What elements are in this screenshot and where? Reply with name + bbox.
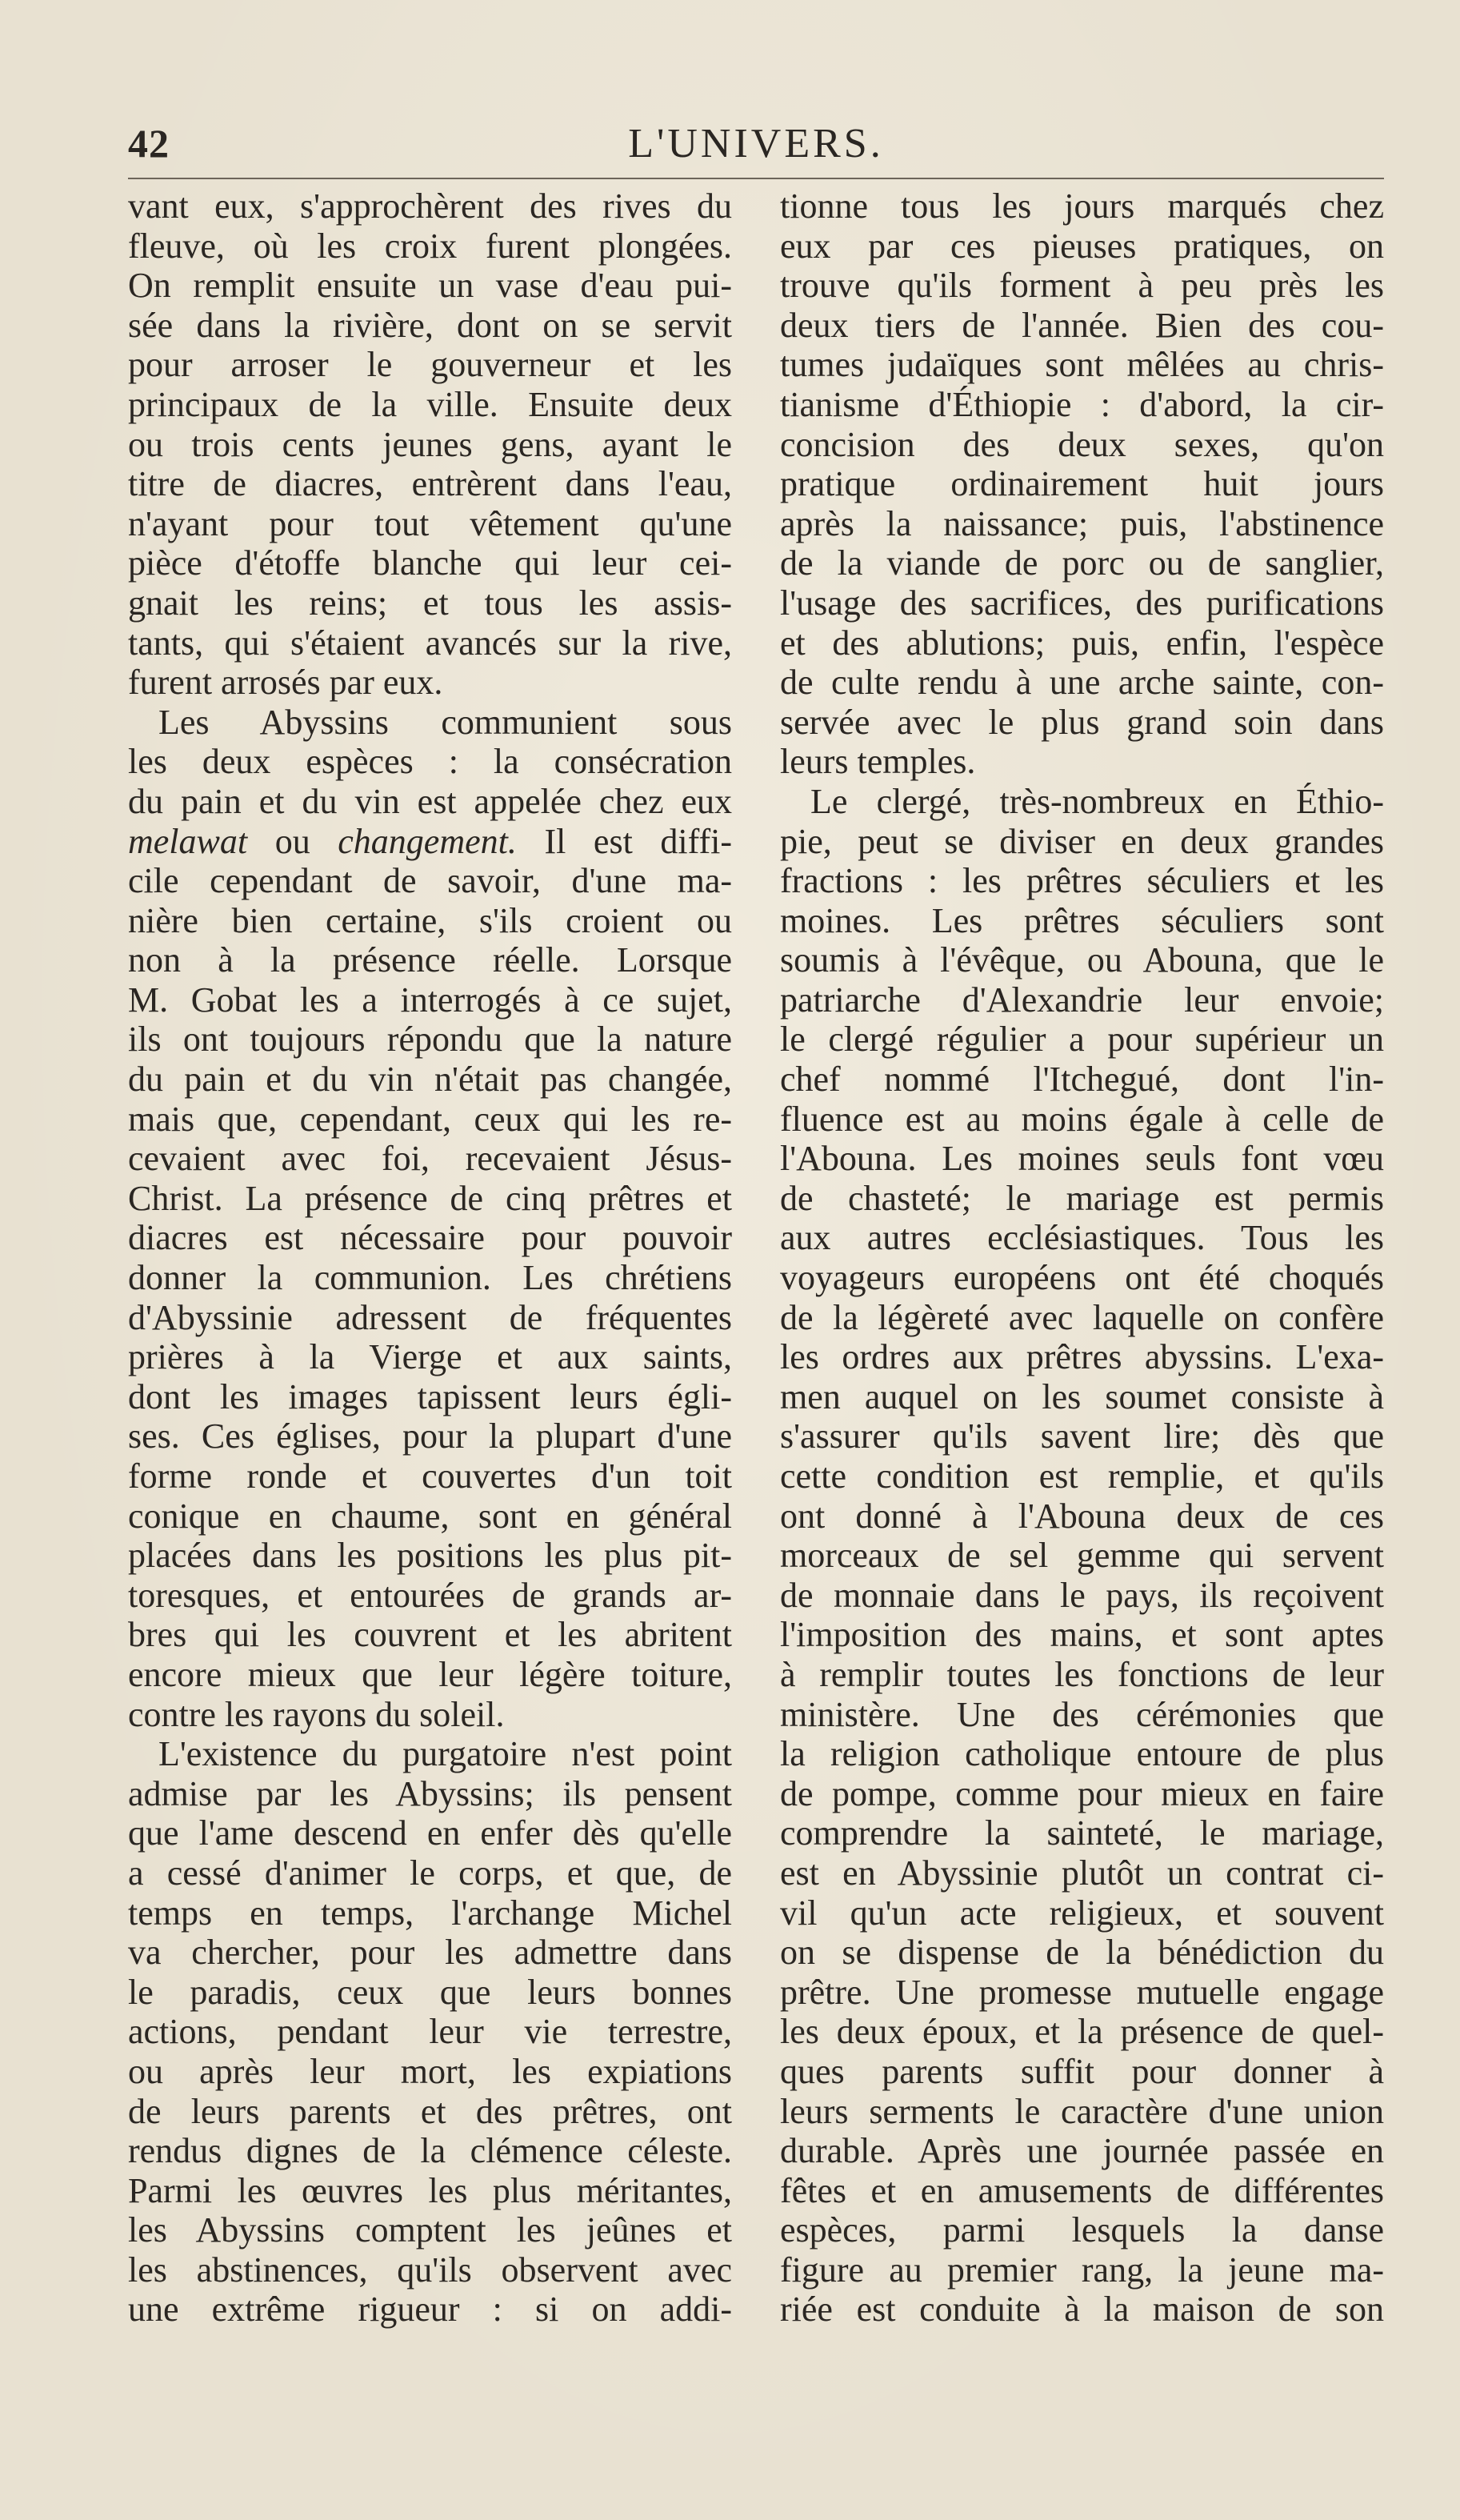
- text-line: de chasteté; le mariage est permis: [780, 1178, 1384, 1218]
- text-line: le clergé régulier a pour supérieur un: [780, 1020, 1384, 1060]
- text-line: figure au premier rang, la jeune ma-: [780, 2250, 1384, 2290]
- text-line: eux par ces pieuses pratiques, on: [780, 226, 1384, 266]
- text-line: tianisme d'Éthiopie : d'abord, la cir-: [780, 384, 1384, 424]
- text-line: principaux de la ville. Ensuite deux: [128, 384, 732, 424]
- text-line: de culte rendu à une arche sainte, con-: [780, 663, 1384, 703]
- text-line: L'existence du purgatoire n'est point: [158, 1734, 732, 1774]
- text-line: temps en temps, l'archange Michel: [128, 1893, 732, 1933]
- text-line: le paradis, ceux que leurs bonnes: [128, 1972, 732, 2012]
- running-title: L'UNIVERS.: [628, 121, 884, 166]
- text-line: forme ronde et couvertes d'un toit: [128, 1456, 732, 1496]
- text-line: leurs serments le caractère d'une union: [780, 2091, 1384, 2131]
- text-line: pie, peut se diviser en deux grandes: [780, 821, 1384, 861]
- text-line: une extrême rigueur : si on addi-: [128, 2290, 732, 2330]
- page-number: 42: [128, 121, 170, 166]
- text-line: conique en chaume, sont en général: [128, 1496, 732, 1536]
- text-line: patriarche d'Alexandrie leur envoie;: [780, 980, 1384, 1020]
- text-line: morceaux de sel gemme qui servent: [780, 1536, 1384, 1576]
- text-segment: ou: [247, 821, 338, 861]
- text-line: les deux époux, et la présence de quel-: [780, 2012, 1384, 2052]
- text-line: toresques, et entourées de grands ar-: [128, 1575, 732, 1615]
- text-line: que l'ame descend en enfer dès qu'elle: [128, 1813, 732, 1853]
- text-line: est en Abyssinie plutôt un contrat ci-: [780, 1853, 1384, 1893]
- text-line: leurs temples.: [780, 742, 976, 782]
- text-line: de la viande de porc ou de sanglier,: [780, 543, 1384, 583]
- text-line: fluence est au moins égale à celle de: [780, 1099, 1384, 1139]
- text-line: concision des deux sexes, qu'on: [780, 424, 1384, 464]
- text-line: non à la présence réelle. Lorsque: [128, 940, 732, 980]
- text-line: comprendre la sainteté, le mariage,: [780, 1813, 1384, 1853]
- text-line: tumes judaïques sont mêlées au chris-: [780, 345, 1384, 385]
- right-text-column: [780, 186, 1384, 2330]
- text-line: tionne tous les jours marqués chez: [780, 186, 1384, 226]
- text-line: de leurs parents et des prêtres, ont: [128, 2091, 732, 2131]
- text-line: d'Abyssinie adressent de fréquentes: [128, 1297, 732, 1337]
- text-line: l'usage des sacrifices, des purifications: [780, 583, 1384, 623]
- text-line: de pompe, comme pour mieux en faire: [780, 1773, 1384, 1813]
- text-line: chef nommé l'Itchegué, dont l'in-: [780, 1060, 1384, 1100]
- text-line: du pain et du vin est appelée chez eux: [128, 781, 732, 821]
- text-line: vil qu'un acte religieux, et souvent: [780, 1893, 1384, 1933]
- text-line: n'ayant pour tout vêtement qu'une: [128, 503, 732, 543]
- text-line: tants, qui s'étaient avancés sur la rive,: [128, 623, 732, 663]
- text-line: ou après leur mort, les expiations: [128, 2051, 732, 2091]
- text-line: espèces, parmi lesquels la danse: [780, 2210, 1384, 2250]
- italic-term: changement.: [338, 821, 517, 861]
- text-line: l'Abouna. Les moines seuls font vœu: [780, 1139, 1384, 1179]
- italic-term: melawat: [128, 821, 248, 861]
- text-line: Le clergé, très-nombreux en Éthio-: [810, 781, 1384, 821]
- text-line: contre les rayons du soleil.: [128, 1694, 505, 1734]
- text-line: Christ. La présence de cinq prêtres et: [128, 1178, 732, 1218]
- page-header: [128, 120, 1384, 176]
- text-line: encore mieux que leur légère toiture,: [128, 1654, 732, 1694]
- text-line: placées dans les positions les plus pit-: [128, 1536, 732, 1576]
- text-line: ministère. Une des cérémonies que: [780, 1694, 1384, 1734]
- text-line: ou trois cents jeunes gens, ayant le: [128, 424, 732, 464]
- text-line: pour arroser le gouverneur et les: [128, 345, 732, 385]
- text-line: on se dispense de la bénédiction du: [780, 1933, 1384, 1973]
- text-line: dont les images tapissent leurs égli-: [128, 1376, 732, 1416]
- text-line: [128, 822, 732, 862]
- text-line: cette condition est remplie, et qu'ils: [780, 1456, 1384, 1496]
- text-line: rendus dignes de la clémence céleste.: [128, 2131, 732, 2171]
- text-line: prêtre. Une promesse mutuelle engage: [780, 1972, 1384, 2012]
- text-line: prières à la Vierge et aux saints,: [128, 1337, 732, 1377]
- text-line: la religion catholique entoure de plus: [780, 1734, 1384, 1774]
- text-line: ques parents suffit pour donner à: [780, 2051, 1384, 2091]
- text-line: mais que, cependant, ceux qui les re-: [128, 1099, 732, 1139]
- text-line: fractions : les prêtres séculiers et les: [780, 861, 1384, 901]
- text-line: les deux espèces : la consécration: [128, 742, 732, 782]
- text-line: Parmi les œuvres les plus méritantes,: [128, 2170, 732, 2210]
- text-line: titre de diacres, entrèrent dans l'eau,: [128, 464, 732, 504]
- text-line: servée avec le plus grand soin dans: [780, 702, 1384, 742]
- text-line: fleuve, où les croix furent plongées.: [128, 226, 732, 266]
- text-line: trouve qu'ils forment à peu près les: [780, 266, 1384, 306]
- text-line: M. Gobat les a interrogés à ce sujet,: [128, 980, 732, 1020]
- text-line: gnait les reins; et tous les assis-: [128, 583, 732, 623]
- text-line: furent arrosés par eux.: [128, 663, 443, 703]
- text-line: soumis à l'évêque, ou Abouna, que le: [780, 940, 1384, 980]
- text-line: cile cependant de savoir, d'une ma-: [128, 861, 732, 901]
- text-line: diacres est nécessaire pour pouvoir: [128, 1218, 732, 1258]
- text-line: pratique ordinairement huit jours: [780, 464, 1384, 504]
- text-line: et des ablutions; puis, enfin, l'espèce: [780, 623, 1384, 663]
- text-line: voyageurs européens ont été choqués: [780, 1258, 1384, 1298]
- text-line: cevaient avec foi, recevaient Jésus-: [128, 1139, 732, 1179]
- text-line: vant eux, s'approchèrent des rives du: [128, 186, 732, 226]
- text-line: l'imposition des mains, et sont aptes: [780, 1615, 1384, 1655]
- text-line: va chercher, pour les admettre dans: [128, 1933, 732, 1973]
- text-line: ont donné à l'Abouna deux de ces: [780, 1496, 1384, 1536]
- text-line: de la légèreté avec laquelle on confère: [780, 1297, 1384, 1337]
- text-line: a cessé d'animer le corps, et que, de: [128, 1853, 732, 1893]
- text-line: On remplit ensuite un vase d'eau pui-: [128, 266, 732, 306]
- text-line: du pain et du vin n'était pas changée,: [128, 1060, 732, 1100]
- text-line: nière bien certaine, s'ils croient ou: [128, 900, 732, 940]
- text-line: donner la communion. Les chrétiens: [128, 1258, 732, 1298]
- text-line: s'assurer qu'ils savent lire; dès que: [780, 1416, 1384, 1456]
- text-line: pièce d'étoffe blanche qui leur cei-: [128, 543, 732, 583]
- text-line: men auquel on les soumet consiste à: [780, 1376, 1384, 1416]
- text-segment: Il est diffi-: [516, 821, 732, 861]
- text-line: admise par les Abyssins; ils pensent: [128, 1773, 732, 1813]
- text-line: aux autres ecclésiastiques. Tous les: [780, 1218, 1384, 1258]
- header-rule: [128, 178, 1384, 179]
- text-line: de monnaie dans le pays, ils reçoivent: [780, 1575, 1384, 1615]
- text-line: fêtes et en amusements de différentes: [780, 2170, 1384, 2210]
- text-line: les ordres aux prêtres abyssins. L'exa-: [780, 1337, 1384, 1377]
- text-line: après la naissance; puis, l'abstinence: [780, 503, 1384, 543]
- text-line: sée dans la rivière, dont on se servit: [128, 305, 732, 345]
- text-line: les Abyssins comptent les jeûnes et: [128, 2210, 732, 2250]
- text-line: moines. Les prêtres séculiers sont: [780, 900, 1384, 940]
- text-line: ses. Ces églises, pour la plupart d'une: [128, 1416, 732, 1456]
- text-line: bres qui les couvrent et les abritent: [128, 1615, 732, 1655]
- left-text-column: [128, 186, 732, 2330]
- text-line: Les Abyssins communient sous: [158, 702, 732, 742]
- text-line: à remplir toutes les fonctions de leur: [780, 1654, 1384, 1694]
- text-line: deux tiers de l'année. Bien des cou-: [780, 305, 1384, 345]
- text-line: ils ont toujours répondu que la nature: [128, 1020, 732, 1060]
- text-line: actions, pendant leur vie terrestre,: [128, 2012, 732, 2052]
- text-line: riée est conduite à la maison de son: [780, 2290, 1384, 2330]
- text-line: durable. Après une journée passée en: [780, 2131, 1384, 2171]
- text-line: les abstinences, qu'ils observent avec: [128, 2250, 732, 2290]
